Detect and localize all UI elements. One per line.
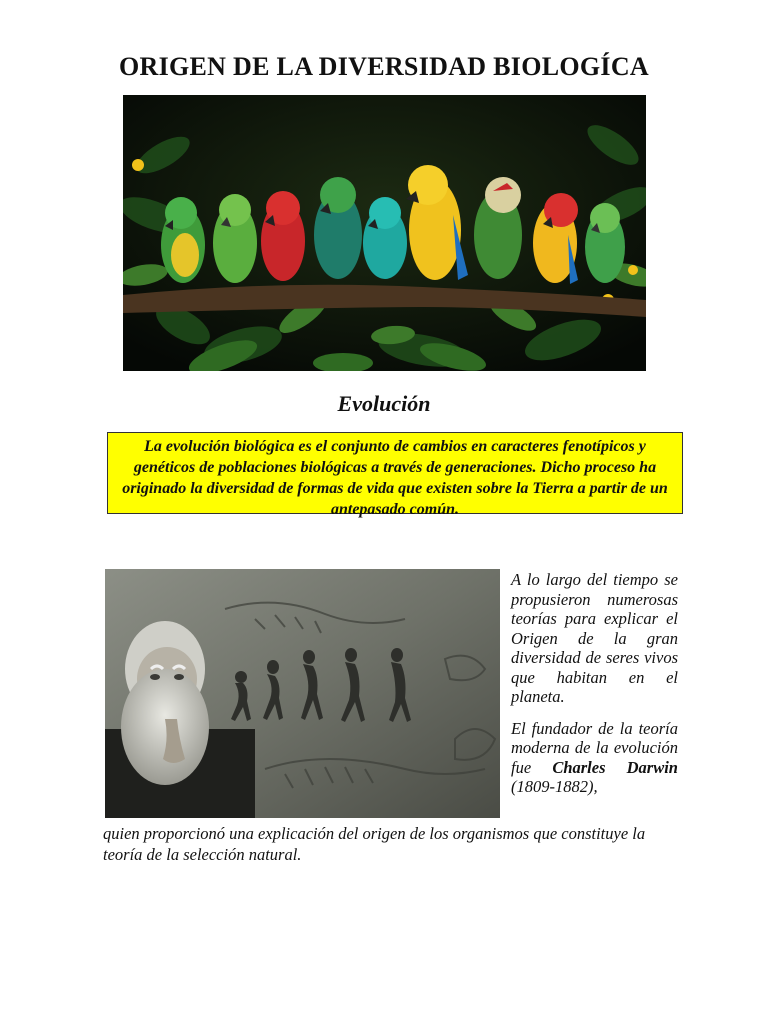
intro-paragraph: A lo largo del tiempo se propusieron numerosas teorías para explicar el Origen de la gran diversidad de seres vivos que habitan en el planeta. [511,570,678,706]
darwin-name: Charles Darwin [552,757,678,777]
darwin-dates: (1809-1882), [511,777,598,796]
definition-box: La evolución biológica es el conjunto de cambios en caracteres fenotípicos y genéticos de poblaciones biológicas a través de generaciones. Dicho proceso ha originado la diversidad de formas de vida que existen sobre la Tierra a partir de un antepasado común. [107,432,683,514]
darwin-paragraph-start: El fundador de la teoría moderna de la evolución fue [511,718,678,777]
darwin-paragraph [511,719,678,797]
darwin-evolution-photo [105,569,500,818]
page-title: ORIGEN DE LA DIVERSIDAD BIOLOGÍCA [118,52,649,81]
darwin-text-column [511,570,678,809]
parrots-photo [123,95,646,371]
section-subtitle: Evolución [337,391,431,416]
darwin-paragraph-continuation: quien proporcionó una explicación del origen de los organismos que constituye la teoría de la selección natural. [103,824,646,864]
